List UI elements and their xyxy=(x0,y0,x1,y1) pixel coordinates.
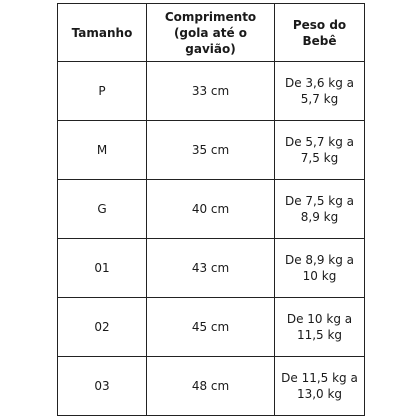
table-row xyxy=(58,357,365,416)
size-chart-table xyxy=(57,3,365,416)
cell-peso xyxy=(275,180,365,239)
cell-peso-text: De 11,5 kg a 13,0 kg xyxy=(281,371,358,401)
cell-peso-text: De 7,5 kg a 8,9 kg xyxy=(284,194,355,224)
cell-comprimento-text: 35 cm xyxy=(191,143,230,157)
table-row xyxy=(58,121,365,180)
cell-comprimento-text: 45 cm xyxy=(191,320,230,334)
cell-peso xyxy=(275,121,365,180)
table-row xyxy=(58,239,365,298)
header-peso xyxy=(275,4,365,62)
cell-tamanho xyxy=(58,180,147,239)
cell-tamanho xyxy=(58,62,147,121)
header-tamanho xyxy=(58,4,147,62)
cell-comprimento xyxy=(147,298,275,357)
header-peso-label: Peso do Bebê xyxy=(292,17,347,48)
cell-peso xyxy=(275,239,365,298)
cell-comprimento xyxy=(147,357,275,416)
cell-peso-text: De 8,9 kg a 10 kg xyxy=(284,253,355,283)
cell-peso-text: De 3,6 kg a 5,7 kg xyxy=(284,76,355,106)
cell-peso xyxy=(275,298,365,357)
cell-tamanho xyxy=(58,298,147,357)
cell-tamanho xyxy=(58,357,147,416)
cell-peso-text: De 5,7 kg a 7,5 kg xyxy=(284,135,355,165)
cell-tamanho xyxy=(58,121,147,180)
cell-comprimento-text: 40 cm xyxy=(191,202,230,216)
header-comprimento-label: Comprimento (gola até o gavião) xyxy=(164,9,257,56)
header-comprimento xyxy=(147,4,275,62)
table-header-row xyxy=(58,4,365,62)
cell-tamanho-text: G xyxy=(97,202,107,216)
cell-tamanho-text: 01 xyxy=(94,261,110,275)
cell-comprimento-text: 33 cm xyxy=(191,84,230,98)
cell-peso xyxy=(275,357,365,416)
cell-tamanho-text: M xyxy=(96,143,108,157)
cell-comprimento xyxy=(147,239,275,298)
header-tamanho-label: Tamanho xyxy=(71,25,133,40)
cell-comprimento xyxy=(147,62,275,121)
cell-peso-text: De 10 kg a 11,5 kg xyxy=(286,312,353,342)
cell-tamanho xyxy=(58,239,147,298)
cell-comprimento-text: 48 cm xyxy=(191,379,230,393)
table-row xyxy=(58,62,365,121)
cell-comprimento xyxy=(147,121,275,180)
table-row xyxy=(58,298,365,357)
table-row xyxy=(58,180,365,239)
cell-comprimento-text: 43 cm xyxy=(191,261,230,275)
cell-tamanho-text: P xyxy=(98,84,106,98)
cell-comprimento xyxy=(147,180,275,239)
cell-peso xyxy=(275,62,365,121)
cell-tamanho-text: 03 xyxy=(94,379,110,393)
cell-tamanho-text: 02 xyxy=(94,320,110,334)
